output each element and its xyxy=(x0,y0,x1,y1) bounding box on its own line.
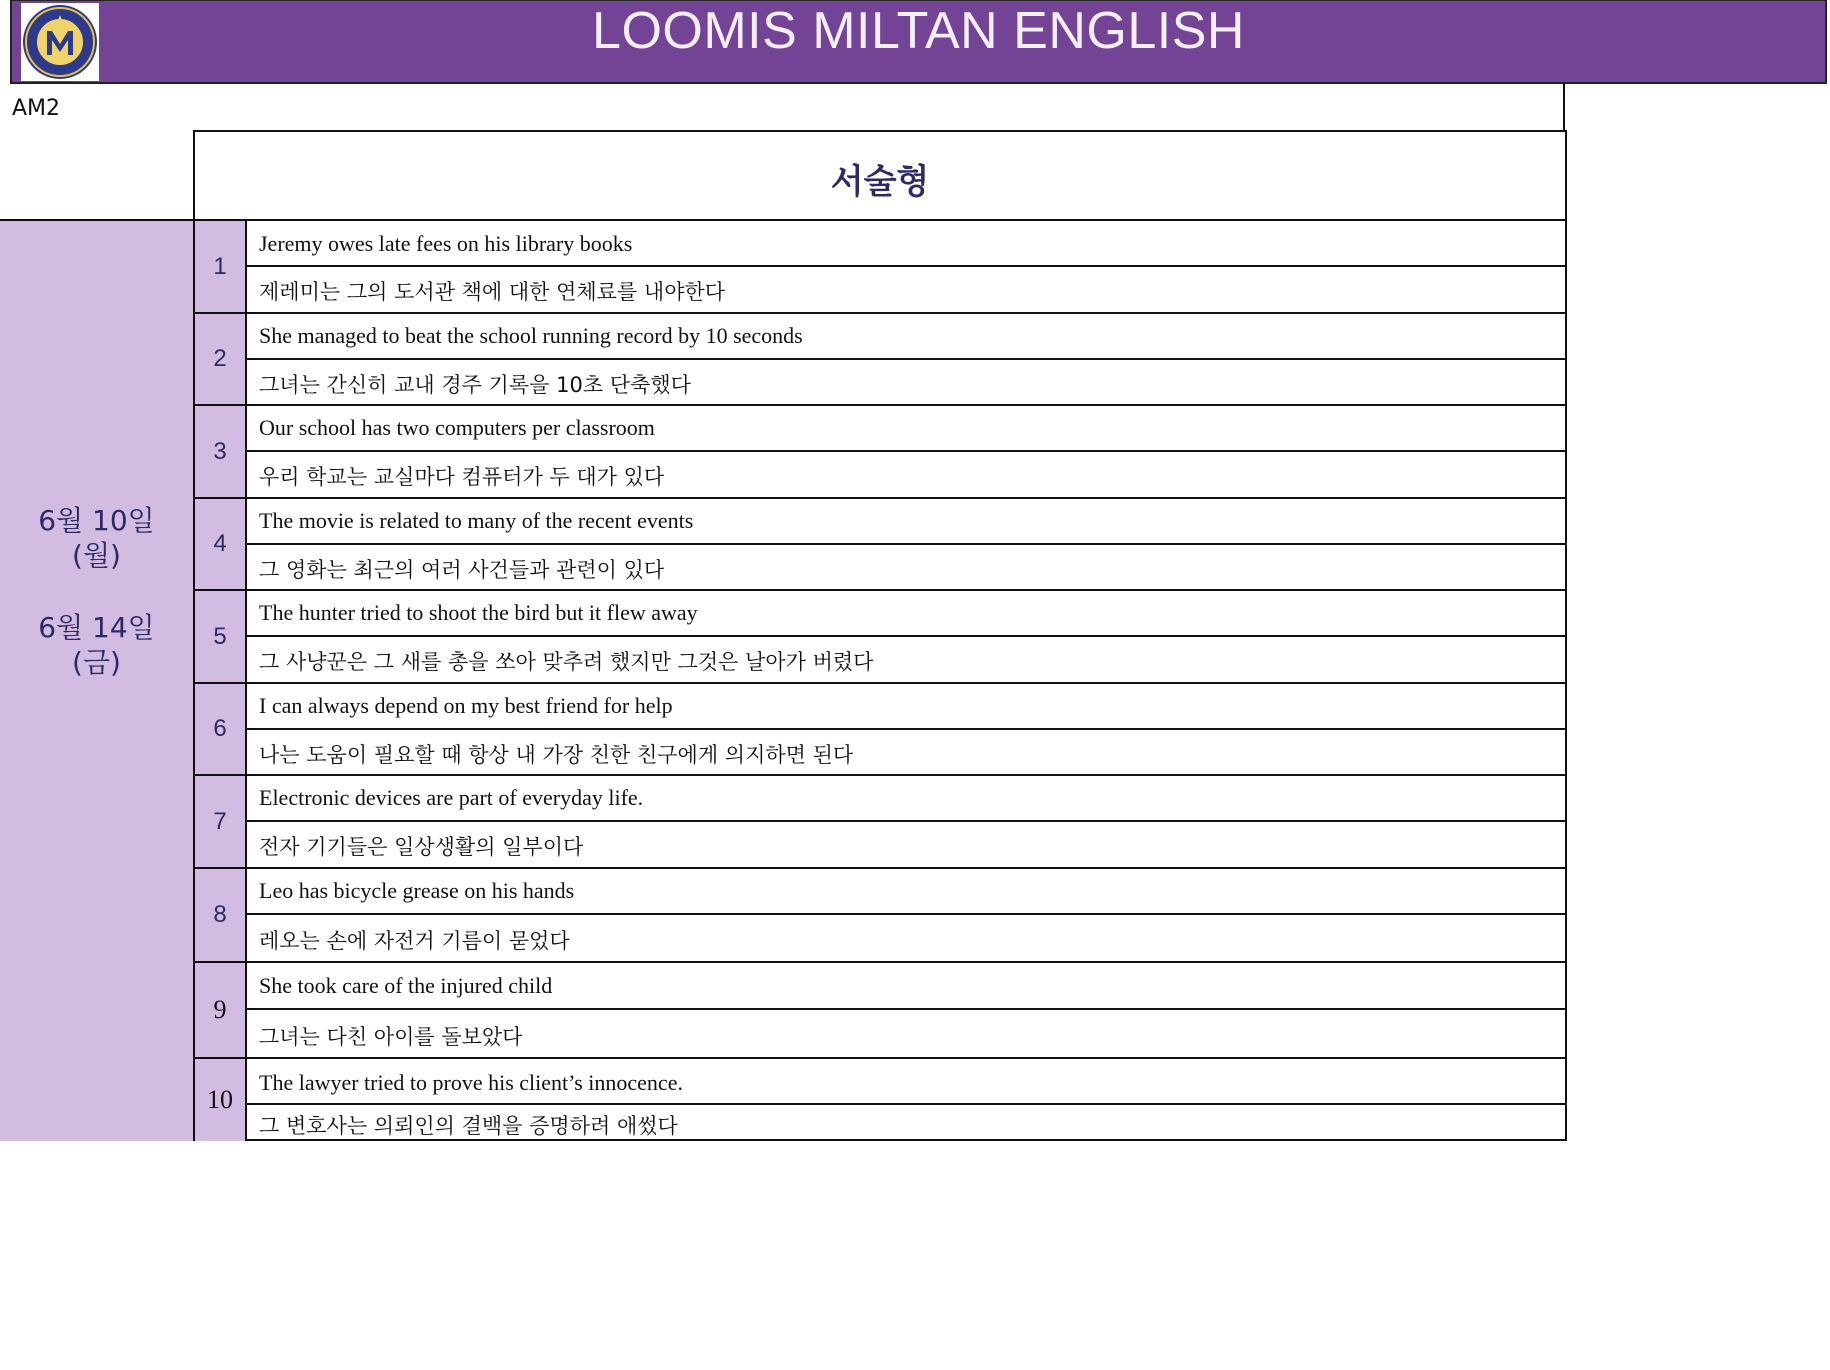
frame-edge xyxy=(1563,84,1565,132)
row-number-cell xyxy=(195,963,247,1057)
class-code-label: AM2 xyxy=(12,96,61,121)
start-date: 6월 10일 xyxy=(38,504,155,537)
english-sentence: Our school has two computers per classroom xyxy=(259,415,655,440)
row-number-cell xyxy=(195,684,247,774)
date-range-cell xyxy=(0,219,193,1141)
row-number: 7 xyxy=(213,807,227,835)
row-number-cell xyxy=(195,869,247,961)
english-sentence: Jeremy owes late fees on his library books xyxy=(259,231,633,256)
korean-sentence: 레오는 손에 자전거 기름이 묻었다 xyxy=(259,929,570,953)
english-cell xyxy=(247,684,1565,730)
table-row xyxy=(195,1059,1565,1141)
korean-cell xyxy=(247,267,1565,312)
korean-sentence: 제레미는 그의 도서관 책에 대한 연체료를 내야한다 xyxy=(259,280,726,304)
end-date: 6월 14일 xyxy=(38,611,155,644)
english-sentence: Electronic devices are part of everyday life. xyxy=(259,785,644,810)
row-number: 2 xyxy=(213,345,227,372)
korean-cell xyxy=(247,730,1565,774)
korean-cell xyxy=(247,545,1565,589)
row-number-cell xyxy=(195,499,247,589)
row-number: 4 xyxy=(213,530,227,557)
table-row xyxy=(195,684,1565,776)
end-day: (금) xyxy=(72,646,121,679)
english-sentence: She took care of the injured child xyxy=(259,973,553,998)
english-sentence: The lawyer tried to prove his client’s innocence. xyxy=(259,1070,683,1095)
row-number: 1 xyxy=(213,252,227,280)
korean-cell xyxy=(247,915,1565,961)
row-number-cell xyxy=(195,776,247,867)
korean-cell xyxy=(247,822,1565,867)
row-number-cell xyxy=(195,591,247,682)
korean-sentence: 우리 학교는 교실마다 컴퓨터가 두 대가 있다 xyxy=(259,465,665,489)
row-number: 3 xyxy=(213,437,227,465)
english-sentence: Leo has bicycle grease on his hands xyxy=(259,878,575,903)
korean-cell xyxy=(247,452,1565,497)
english-cell xyxy=(247,1059,1565,1105)
table-row xyxy=(195,499,1565,591)
english-cell xyxy=(247,314,1565,360)
row-number: 10 xyxy=(207,1085,233,1114)
table-row xyxy=(195,869,1565,963)
english-sentence: The hunter tried to shoot the bird but it flew away xyxy=(259,600,698,625)
table-row xyxy=(195,776,1565,869)
header-banner xyxy=(10,0,1827,84)
korean-sentence: 그 영화는 최근의 여러 사건들과 관련이 있다 xyxy=(259,558,665,582)
korean-sentence: 그 사냥꾼은 그 새를 총을 쏘아 맞추려 했지만 그것은 날아가 버렸다 xyxy=(259,650,874,674)
korean-cell xyxy=(247,1107,1565,1141)
english-cell xyxy=(247,221,1565,267)
page-title: LOOMIS MILTAN ENGLISH xyxy=(592,2,1245,60)
korean-cell xyxy=(247,637,1565,682)
start-day: (월) xyxy=(72,539,121,572)
table-title: 서술형 xyxy=(830,162,930,202)
table-title-cell xyxy=(193,130,1567,219)
sentence-table xyxy=(193,219,1567,1141)
table-row xyxy=(195,314,1565,406)
korean-cell xyxy=(247,360,1565,404)
korean-cell xyxy=(247,1010,1565,1057)
row-number-cell xyxy=(195,406,247,497)
row-number: 8 xyxy=(213,901,227,928)
english-cell xyxy=(247,499,1565,545)
english-cell xyxy=(247,776,1565,822)
row-number: 5 xyxy=(213,622,227,650)
english-cell xyxy=(247,869,1565,915)
english-cell xyxy=(247,591,1565,637)
row-number-cell xyxy=(195,1059,247,1141)
row-number: 9 xyxy=(213,995,227,1024)
table-row xyxy=(195,591,1565,684)
english-sentence: I can always depend on my best friend for help xyxy=(259,693,673,718)
korean-sentence: 그 변호사는 의뢰인의 결백을 증명하려 애썼다 xyxy=(259,1114,678,1138)
row-number-cell xyxy=(195,221,247,312)
english-cell xyxy=(247,406,1565,452)
english-sentence: She managed to beat the school running record by 10 seconds xyxy=(259,323,803,348)
table-row xyxy=(195,406,1565,499)
korean-sentence: 전자 기기들은 일상생활의 일부이다 xyxy=(259,835,584,859)
row-number-cell xyxy=(195,314,247,404)
row-number: 6 xyxy=(213,715,227,742)
english-sentence: The movie is related to many of the recent events xyxy=(259,508,694,533)
table-row xyxy=(195,221,1565,314)
table-row xyxy=(195,963,1565,1059)
korean-sentence: 나는 도움이 필요할 때 항상 내 가장 친한 친구에게 의지하면 된다 xyxy=(259,743,854,767)
korean-sentence: 그녀는 간신히 교내 경주 기록을 10초 단축했다 xyxy=(259,373,691,397)
korean-sentence: 그녀는 다친 아이를 돌보았다 xyxy=(259,1025,523,1049)
english-cell xyxy=(247,963,1565,1010)
